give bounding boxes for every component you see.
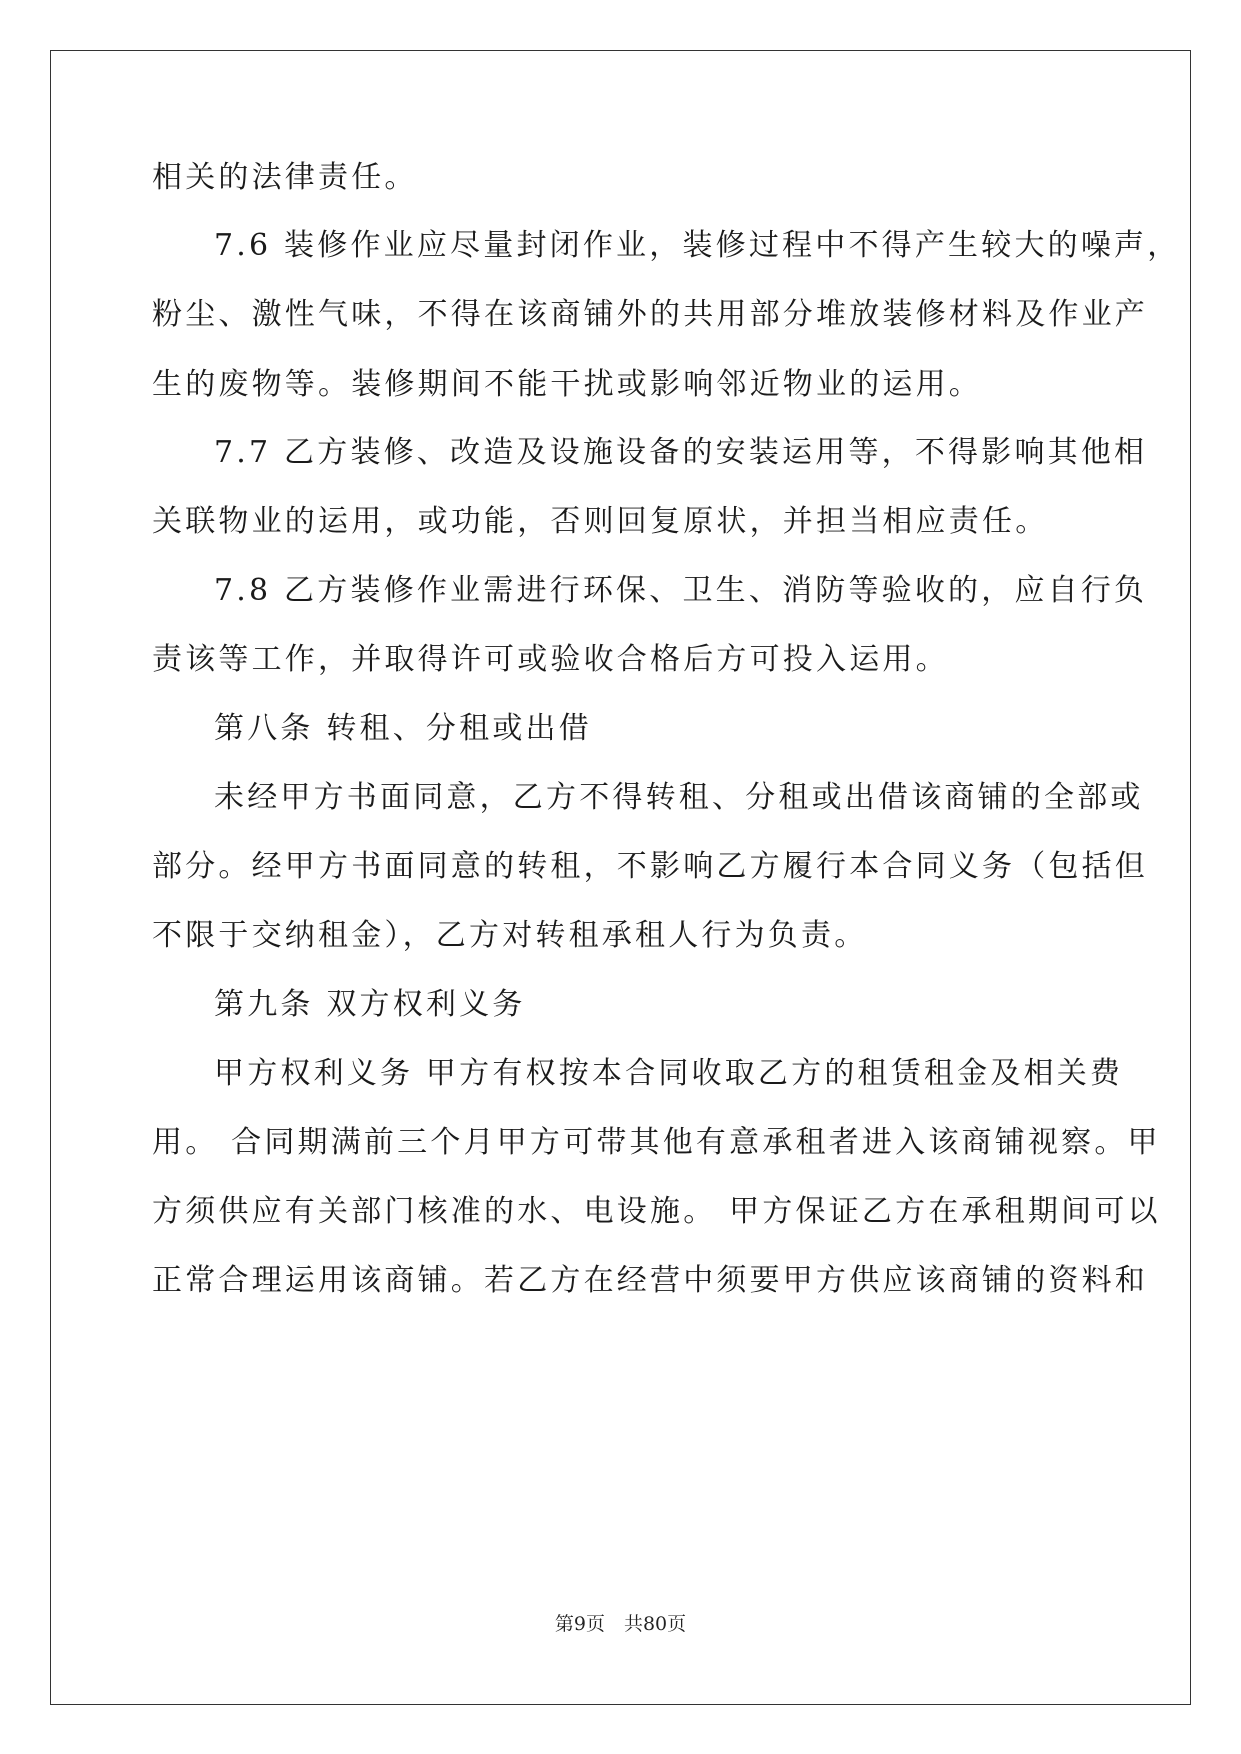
text-line: 正常合理运用该商铺。若乙方在经营中须要甲方供应该商铺的资料和 bbox=[152, 1263, 1148, 1298]
text-line: 粉尘、激性气味，不得在该商铺外的共用部分堆放装修材料及作业产 bbox=[152, 297, 1148, 332]
page-number-footer: 第9页 共80页 bbox=[554, 1613, 687, 1635]
text-line: 7.6 装修作业应尽量封闭作业，装修过程中不得产生较大的噪声， bbox=[214, 228, 1181, 263]
text-line: 用。 合同期满前三个月甲方可带其他有意承租者进入该商铺视察。甲 bbox=[152, 1125, 1161, 1160]
text-line: 不限于交纳租金），乙方对转租承租人行为负责。 bbox=[152, 918, 868, 953]
text-line: 甲方权利义务 甲方有权按本合同收取乙方的租赁租金及相关费 bbox=[214, 1056, 1124, 1091]
text-line: 方须供应有关部门核准的水、电设施。 甲方保证乙方在承租期间可以 bbox=[152, 1194, 1161, 1229]
text-line: 部分。经甲方书面同意的转租，不影响乙方履行本合同义务（包括但 bbox=[152, 849, 1148, 884]
text-line: 关联物业的运用，或功能，否则回复原状，并担当相应责任。 bbox=[152, 504, 1049, 539]
text-line: 7.8 乙方装修作业需进行环保、卫生、消防等验收的，应自行负 bbox=[214, 573, 1148, 608]
text-line: 责该等工作，并取得许可或验收合格后方可投入运用。 bbox=[152, 642, 949, 677]
text-line: 相关的法律责任。 bbox=[152, 160, 418, 195]
text-line: 7.7 乙方装修、改造及设施设备的安装运用等，不得影响其他相 bbox=[214, 435, 1148, 470]
section-heading: 第九条 双方权利义务 bbox=[214, 987, 526, 1022]
section-heading: 第八条 转租、分租或出借 bbox=[214, 711, 592, 746]
text-line: 未经甲方书面同意，乙方不得转租、分租或出借该商铺的全部或 bbox=[214, 780, 1144, 815]
text-line: 生的废物等。装修期间不能干扰或影响邻近物业的运用。 bbox=[152, 367, 982, 402]
